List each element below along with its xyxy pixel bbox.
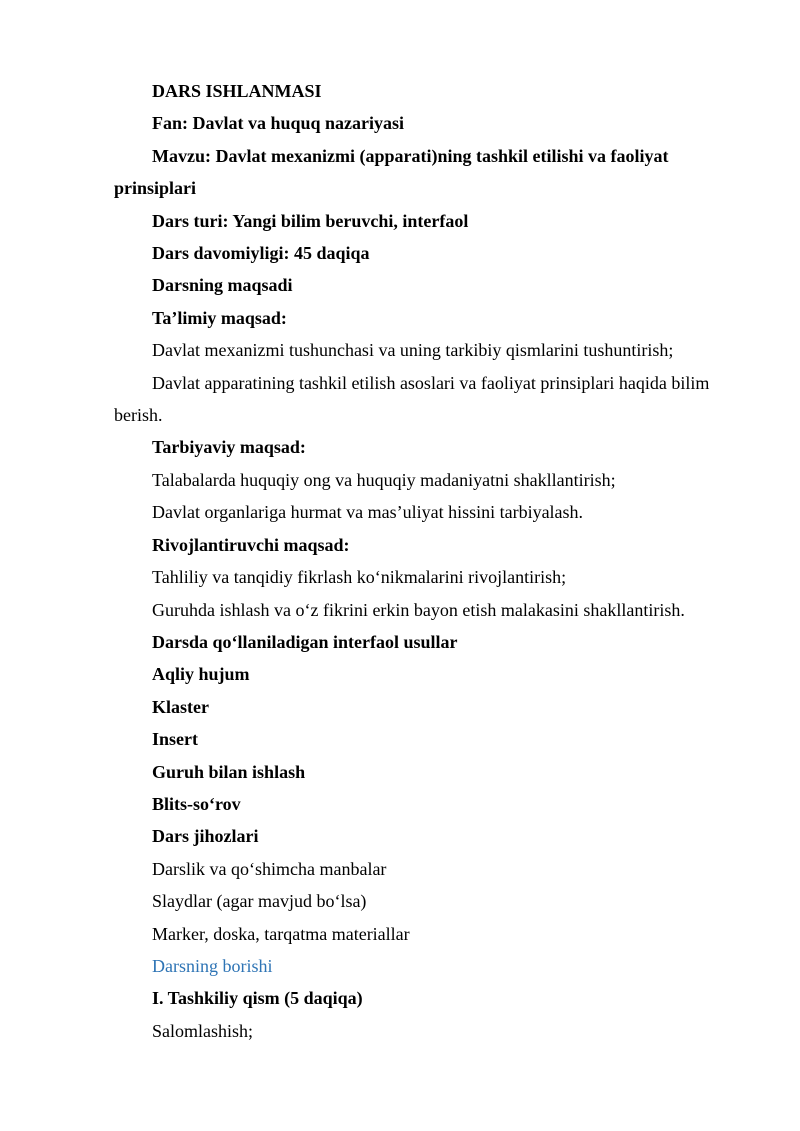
goals-heading: Darsning maqsadi [152, 275, 293, 296]
subject-line: Fan: Davlat va huquq nazariyasi [152, 113, 405, 134]
method-item: Aqliy hujum [152, 664, 250, 685]
equipment-item: Slaydlar (agar mavjud boʻlsa) [152, 891, 367, 912]
developmental-goal-heading: Rivojlantiruvchi maqsad: [152, 534, 350, 555]
organizational-part-item: Salomlashish; [152, 1020, 254, 1041]
upbringing-goal-item: Talabalarda huquqiy ong va huquqiy madaniyatni shakllantirish; [152, 469, 616, 490]
topic-line: Mavzu: Davlat mexanizmi (apparati)ning tashkil etilishi va faoliyat prinsiplari [114, 145, 669, 199]
developmental-goal-item: Tahliliy va tanqidiy fikrlash koʻnikmalarini rivojlantirish; [152, 567, 567, 588]
upbringing-goal-item: Davlat organlariga hurmat va mas’uliyat hissini tarbiyalash. [152, 502, 584, 523]
developmental-goal-item: Guruhda ishlash va oʻz fikrini erkin bayon etish malakasini shakllantirish. [152, 599, 685, 620]
method-item: Guruh bilan ishlash [152, 761, 306, 782]
lesson-flow-heading: Darsning borishi [152, 955, 273, 976]
upbringing-goal-heading: Tarbiyaviy maqsad: [152, 437, 306, 458]
educational-goal-heading: Ta’limiy maqsad: [152, 307, 287, 328]
equipment-heading: Dars jihozlari [152, 826, 259, 847]
equipment-item: Marker, doska, tarqatma materiallar [152, 923, 410, 944]
method-item: Blits-soʻrov [152, 793, 241, 814]
duration-line: Dars davomiyligi: 45 daqiqa [152, 243, 370, 264]
organizational-part-heading: I. Tashkiliy qism (5 daqiqa) [152, 988, 363, 1009]
method-item: Insert [152, 729, 198, 750]
equipment-item: Darslik va qoʻshimcha manbalar [152, 858, 387, 879]
document-body [114, 75, 740, 1047]
educational-goal-item: Davlat mexanizmi tushunchasi va uning tarkibiy qismlarini tushuntirish; [152, 340, 674, 361]
method-item: Klaster [152, 696, 209, 717]
educational-goal-item: Davlat apparatining tashkil etilish asoslari va faoliyat prinsiplari haqida bilim berish. [114, 372, 710, 426]
methods-heading: Darsda qoʻllaniladigan interfaol usullar [152, 631, 458, 652]
document-title: DARS ISHLANMASI [152, 81, 322, 101]
lesson-type-line: Dars turi: Yangi bilim beruvchi, interfaol [152, 210, 469, 231]
